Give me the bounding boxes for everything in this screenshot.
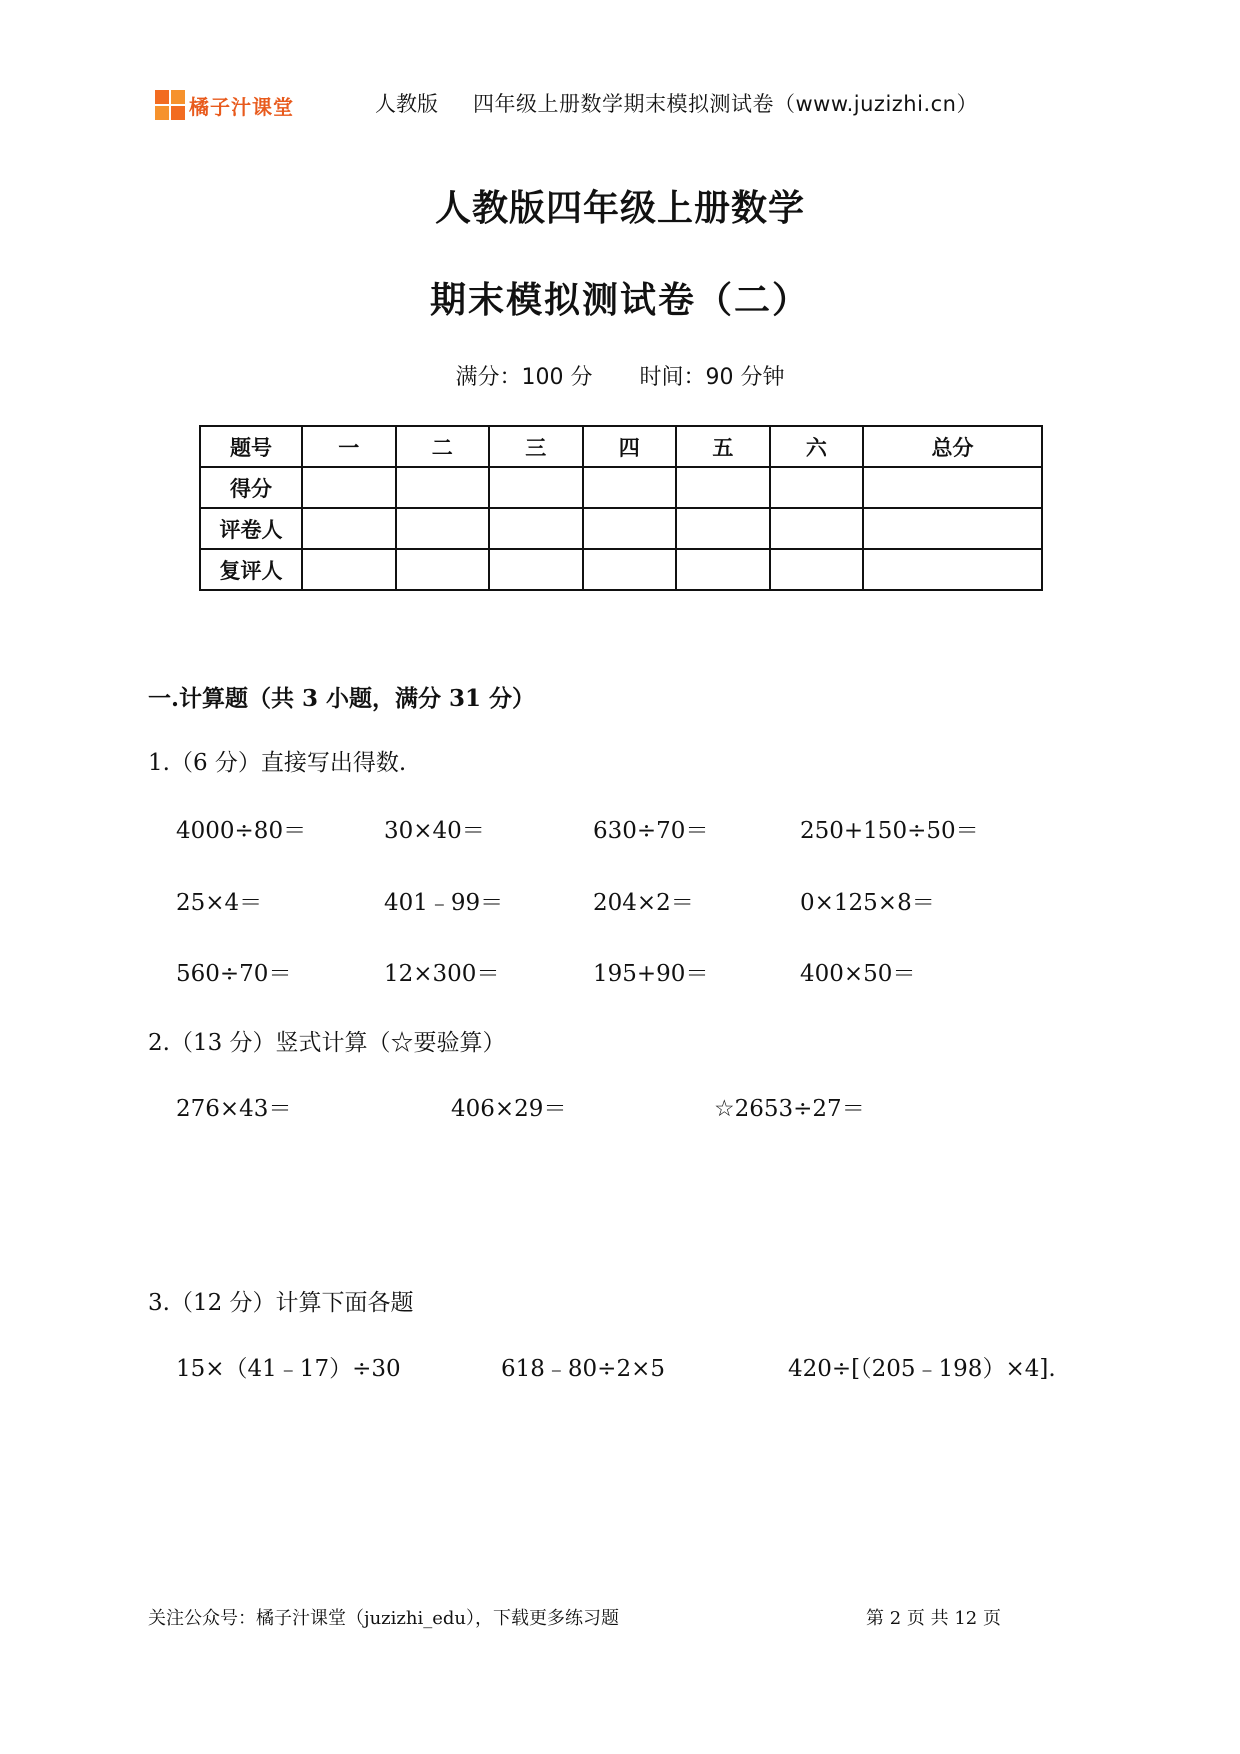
- q1-item: 30×40＝: [384, 818, 485, 844]
- page-number: 第 2 页 共 12 页: [866, 1608, 1001, 1629]
- doc-title-line2: 期末模拟测试卷（二）: [429, 280, 810, 321]
- score-cell[interactable]: [489, 467, 583, 508]
- score-cell[interactable]: [396, 467, 490, 508]
- score-table: [199, 425, 1043, 591]
- header-cell: 题号: [200, 426, 302, 467]
- q1-item: 0×125×8＝: [800, 890, 935, 916]
- score-cell[interactable]: [302, 467, 396, 508]
- score-cell[interactable]: [396, 508, 490, 549]
- q1-item: 560÷70＝: [176, 961, 292, 987]
- q3-item: 618﹣80÷2×5: [501, 1356, 665, 1382]
- question-3-title: 3.（12 分）计算下面各题: [148, 1290, 414, 1316]
- score-cell[interactable]: [489, 549, 583, 590]
- score-cell[interactable]: [583, 508, 677, 549]
- score-cell[interactable]: [676, 549, 770, 590]
- logo-text: 橘子汁课堂: [189, 94, 294, 119]
- q1-item: 401﹣99＝: [384, 890, 504, 916]
- header-cell: 三: [489, 426, 583, 467]
- row-label: 复评人: [200, 549, 302, 590]
- q3-item: 420÷[（205﹣198）×4].: [788, 1356, 1056, 1382]
- logo-icon: [155, 90, 185, 120]
- score-cell[interactable]: [770, 467, 864, 508]
- q1-item: 250+150÷50＝: [800, 818, 979, 844]
- score-cell[interactable]: [583, 549, 677, 590]
- row-label: 评卷人: [200, 508, 302, 549]
- score-cell[interactable]: [302, 549, 396, 590]
- header-cell: 五: [676, 426, 770, 467]
- exam-meta: [0, 360, 1240, 391]
- score-cell[interactable]: [583, 467, 677, 508]
- full-score: 满分：100 分: [455, 365, 593, 390]
- q1-item: 12×300＝: [384, 961, 500, 987]
- section-title: 一.计算题（共 3 小题，满分 31 分）: [148, 685, 536, 712]
- score-cell[interactable]: [770, 549, 864, 590]
- q1-item: 630÷70＝: [593, 818, 709, 844]
- header-cell: 六: [770, 426, 864, 467]
- footer-note: 关注公众号：橘子汁课堂（juzizhi_edu），下载更多练习题: [148, 1608, 620, 1629]
- header-cell: 四: [583, 426, 677, 467]
- score-cell[interactable]: [863, 467, 1042, 508]
- q2-item: ☆2653÷27＝: [714, 1096, 865, 1122]
- score-table-header: [200, 426, 1042, 467]
- header-edition: 人教版: [375, 92, 438, 116]
- time-limit: 时间：90 分钟: [639, 365, 785, 390]
- score-cell[interactable]: [489, 508, 583, 549]
- row-label: 得分: [200, 467, 302, 508]
- score-cell[interactable]: [863, 508, 1042, 549]
- q1-item: 195+90＝: [593, 961, 709, 987]
- score-cell[interactable]: [676, 467, 770, 508]
- score-cell[interactable]: [676, 508, 770, 549]
- doc-title-line1: 人教版四年级上册数学: [434, 188, 805, 229]
- score-cell[interactable]: [396, 549, 490, 590]
- question-2-title: 2.（13 分）竖式计算（☆要验算）: [148, 1030, 506, 1056]
- question-1-title: 1.（6 分）直接写出得数.: [148, 750, 407, 776]
- header-cell: 总分: [863, 426, 1042, 467]
- score-cell[interactable]: [302, 508, 396, 549]
- q2-item: 276×43＝: [176, 1096, 292, 1122]
- score-table-row: [200, 508, 1042, 549]
- logo: [155, 90, 294, 120]
- score-cell[interactable]: [863, 549, 1042, 590]
- score-table-row: [200, 549, 1042, 590]
- q1-item: 400×50＝: [800, 961, 916, 987]
- header-cell: 一: [302, 426, 396, 467]
- q1-item: 4000÷80＝: [176, 818, 307, 844]
- score-table-row: [200, 467, 1042, 508]
- score-cell[interactable]: [770, 508, 864, 549]
- header-cell: 二: [396, 426, 490, 467]
- q1-item: 204×2＝: [593, 890, 694, 916]
- page-header: [0, 0, 1240, 130]
- q3-item: 15×（41﹣17）÷30: [176, 1356, 401, 1382]
- q2-item: 406×29＝: [451, 1096, 567, 1122]
- header-title: 四年级上册数学期末模拟测试卷（www.juzizhi.cn）: [473, 92, 978, 116]
- q1-item: 25×4＝: [176, 890, 263, 916]
